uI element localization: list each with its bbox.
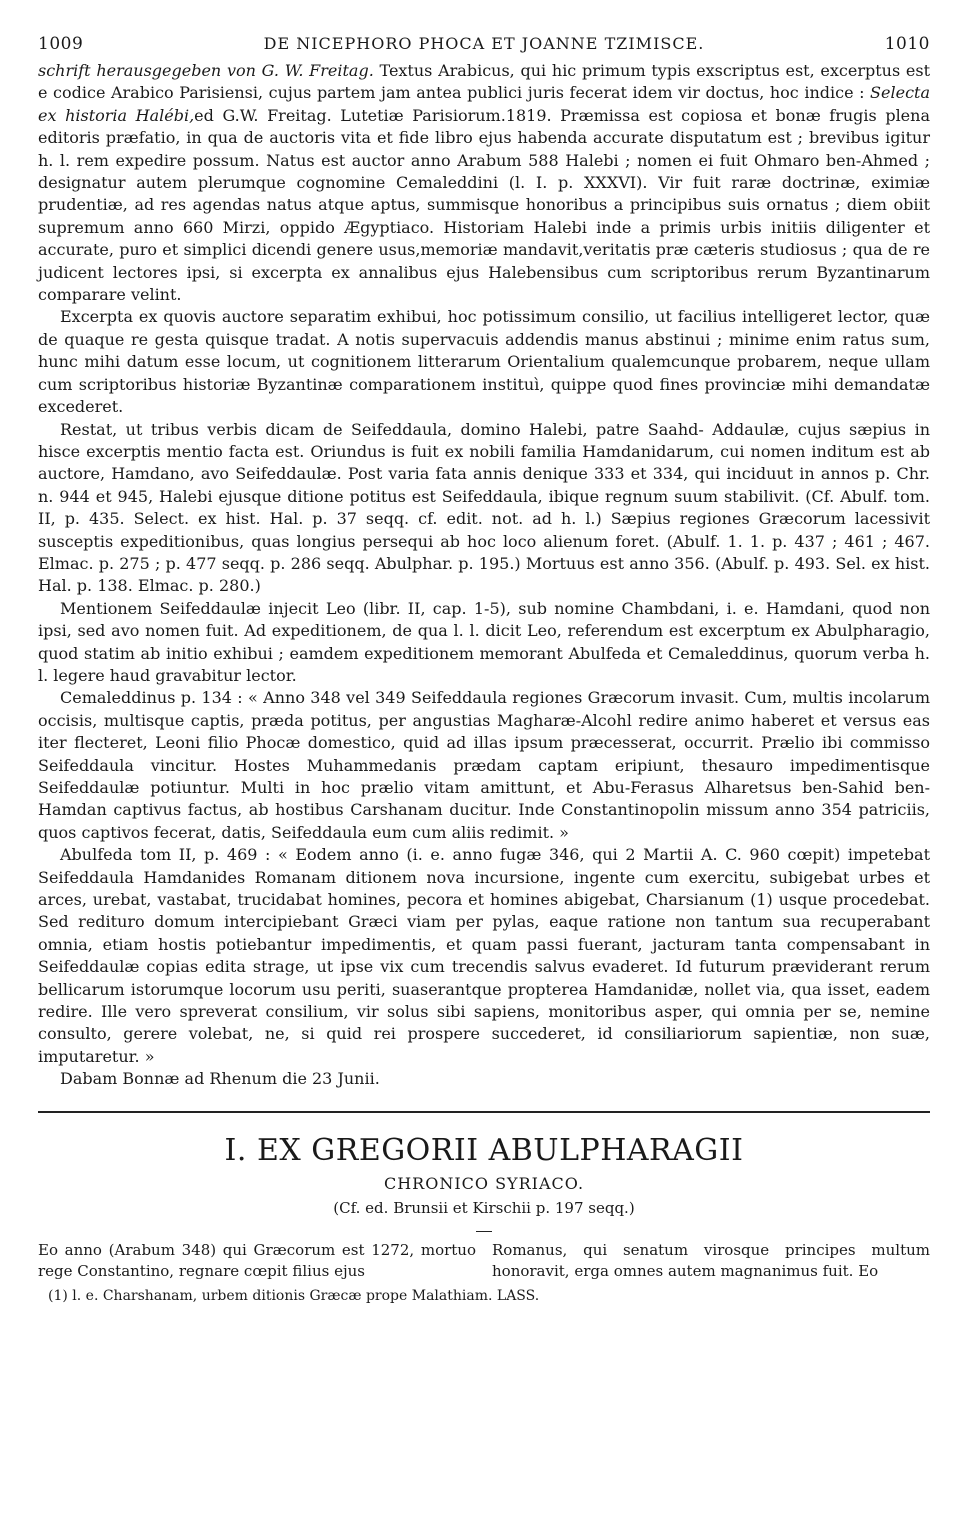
main-text [38, 60, 930, 1068]
paragraph-4: Mentionem Seifeddaulæ injecit Leo (libr. II, cap. 1-5), sub nomine Chambdani, i. e. Hamdani, quod non ipsi, sed avo nomen fuit. Ad expeditionem, de qua l. l. dicit Leo, referendum est excerptum ex Abulpharagio, quod statim ab initio exhibui ; eamdem expeditionem memorant Abulfeda et Cemaleddinus, quorum verba h. l. legere haud gravabitur lector. [38, 598, 930, 685]
section-subheading: CHRONICO SYRIACO. [383, 1173, 585, 1193]
italic-title: Selecta ex historia Halébi, [38, 83, 930, 125]
section-heading: I. EX GREGORII ABULPHARAGII [224, 1132, 744, 1168]
paragraph-2: Excerpta ex quovis auctore separatim exhibui, hoc potissimum consilio, ut facilius intelligeret lector, quæ de quaque re gesta quisque tradat. A notis supervacuis addendis manus abstinui ; minime enim ratus sum, hunc mihi datum esse locum, ut cognitionem litterarum Orientalium qualemcunque probarem, neque ullam cum scriptoribus historiæ Byzantinæ comparationem instituì, quippe quod fines provinciæ mihi demandatæ excederet. [38, 307, 930, 417]
section-reference: (Cf. ed. Brunsii et Kirschii p. 197 seqq.) [333, 1198, 635, 1217]
italic-citation: schrift herausgegeben von G. W. Freitag. [38, 61, 374, 80]
dateline: Dabam Bonnæ ad Rhenum die 23 Junii. [60, 1069, 380, 1089]
column-left-text: Eo anno (Arabum 348) qui Græcorum est 1272, mortuo rege Constantino, regnare cœpit filius ejus [38, 1240, 476, 1280]
page-number-left: 1009 [38, 34, 84, 54]
short-rule [476, 1231, 492, 1232]
paragraph-3: Restat, ut tribus verbis dicam de Seifeddaula, domino Halebi, patre Saahd- Addaulæ, cujus sæpius in hisce excerptis mentio facta est. Oriundus is fuit ex nobili familia Hamdanidarum, cui nomen inditum est ab auctore, Hamdano, avo Seifeddaulæ. Post varia fata annis denique 333 et 334, qui inciduut in annos p. Chr. n. 944 et 945, Halebi ejusque ditione potitus est Seifeddaula, ibique regnum suum stabilivit. (Cf. Abulf. tom. II, p. 435. Select. ex hist. Hal. p. 37 seqq. cf. edit. not. ad h. l.) Sæpius regiones Græcorum lacessivit susceptis expeditionibus, quas longius persequi ab hoc loco alienum foret. (Abulf. 1. 1. p. 437 ; 461 ; 467. Elmac. p. 275 ; p. 477 seqq. p. 286 seqq. Abulphar. p. 195.) Mortuus est anno 356. (Abulf. p. 493. Sel. ex hist. Hal. p. 138. Elmac. p. 280.) [38, 419, 930, 596]
column-left [38, 1240, 476, 1282]
page-number-right: 1010 [884, 34, 930, 54]
running-header [38, 34, 930, 60]
paragraph-1-text-a: Textus Arabicus, qui hic primum typis exscriptus est, excerptus est e codice Arabico Parisiensi, cujus partem jam antea publici juris fecerat idem vir doctus, hoc indice : [38, 61, 930, 103]
paragraph-6: Abulfeda tom II, p. 469 : « Eodem anno (i. e. anno fugæ 346, qui 2 Martii A. C. 960 cœpit) impetebat Seifeddaula Hamdanides Romanam ditionem nova incursione, ingente cum exercitu, subigebat urbes et arces, urebat, vastabat, trucidabat homines, pecora et homines abigebat, Charsianum (1) usque procedebat. Sed redituro domum intercipiebant Græci viam per pylas, eaque ratione non tantum sua recuperabant omnia, etiam hostis potiebantur impedimentis, et quam passi fuerant, jacturam tanta compensabant in Seifeddaulæ copias edita strage, ut ipse vix cum trecendis salvus evaderet. Id futurum præviderant rerum bellicarum istorumque locorum usu periti, suaserantque propterea Hamdanidæ, nollet via, qua isset, eadem redire. Ille vero spreverat consilium, vir solus sibi sapiens, monitoribus asper, qui omnia per se, nemine consulto, gerere volebat, ne, si quid rei prospere succederet, id consiliariorum sapientiæ, non suæ, imputaretur. » [38, 845, 930, 1066]
paragraph-1-text-b: ed G.W. Freitag. Lutetiæ Parisiorum.1819. Præmissa est copiosa et bonæ frugis plena editoris præfatio, in qua de auctoris vita et fide libro ejus habenda accurate disputatum est ; brevibus igitur h. l. rem expedire possum. Natus est auctor anno Arabum 588 Halebi ; nomen ei fuit Ohmaro ben-Ahmed ; designatur autem plerumque cognomine Cemaleddini (l. I. p. XXXVI). Vir fuit raræ doctrinæ, eximiæ prudentiæ, ad res agendas natus atque aptus, summisque honoribus a principibus suis ornatus ; diem obiit supremum anno 660 Mirzi, oppido Ægyptiaco. Historiam Halebi inde a primis urbis initiis diligenter et accurate, puro et simplici dicendi genere usus,memoriæ mandavit,veritatis præ cæteris studiosus ; qua de re judicent lectores ipsi, si excerpta ex annalibus ejus Halebensibus cum scriptoribus rerum Byzantinarum comparare velint. [38, 105, 930, 305]
column-right [492, 1240, 930, 1282]
paragraph-5: Cemaleddinus p. 134 : « Anno 348 vel 349 Seifeddaula regiones Græcorum invasit. Cum, multis incolarum occisis, multisque captis, præda potitus, per angustias Magharæ-Alcohl redire animo haberet et versus eas iter flecteret, Leoni filio Phocæ domestico, quid ad illas ipsum præcesserat, occurrit. Prælio ibi commisso Seifeddaula vincitur. Hostes Muhammedanis prædam captam eripiunt, thesauro impedimentisque Seifeddaulæ potiuntur. Multi in hoc prælio vitam amittunt, et Abu-Ferasus Alharetsus ben-Sahid ben-Hamdan captivus factus, ab hostibus Carshanam ducitur. Inde Constantinopolin missum anno 354 patriciis, quos captivos fecerat, datis, Seifeddaula eum cum aliis redimit. » [38, 688, 930, 842]
footnote: (1) l. e. Charshanam, urbem ditionis Græcæ prope Malathiam. LASS. [48, 1287, 540, 1304]
running-title: DE NICEPHORO PHOCA ET JOANNE TZIMISCE. [263, 34, 705, 53]
column-right-text: Romanus, qui senatum virosque principes multum honoravit, erga omnes autem magnanimus fuit. Eo [492, 1240, 930, 1280]
section-divider [38, 1111, 930, 1113]
paragraph-1 [38, 60, 930, 306]
two-column-text [38, 1240, 930, 1282]
page [38, 34, 930, 1306]
